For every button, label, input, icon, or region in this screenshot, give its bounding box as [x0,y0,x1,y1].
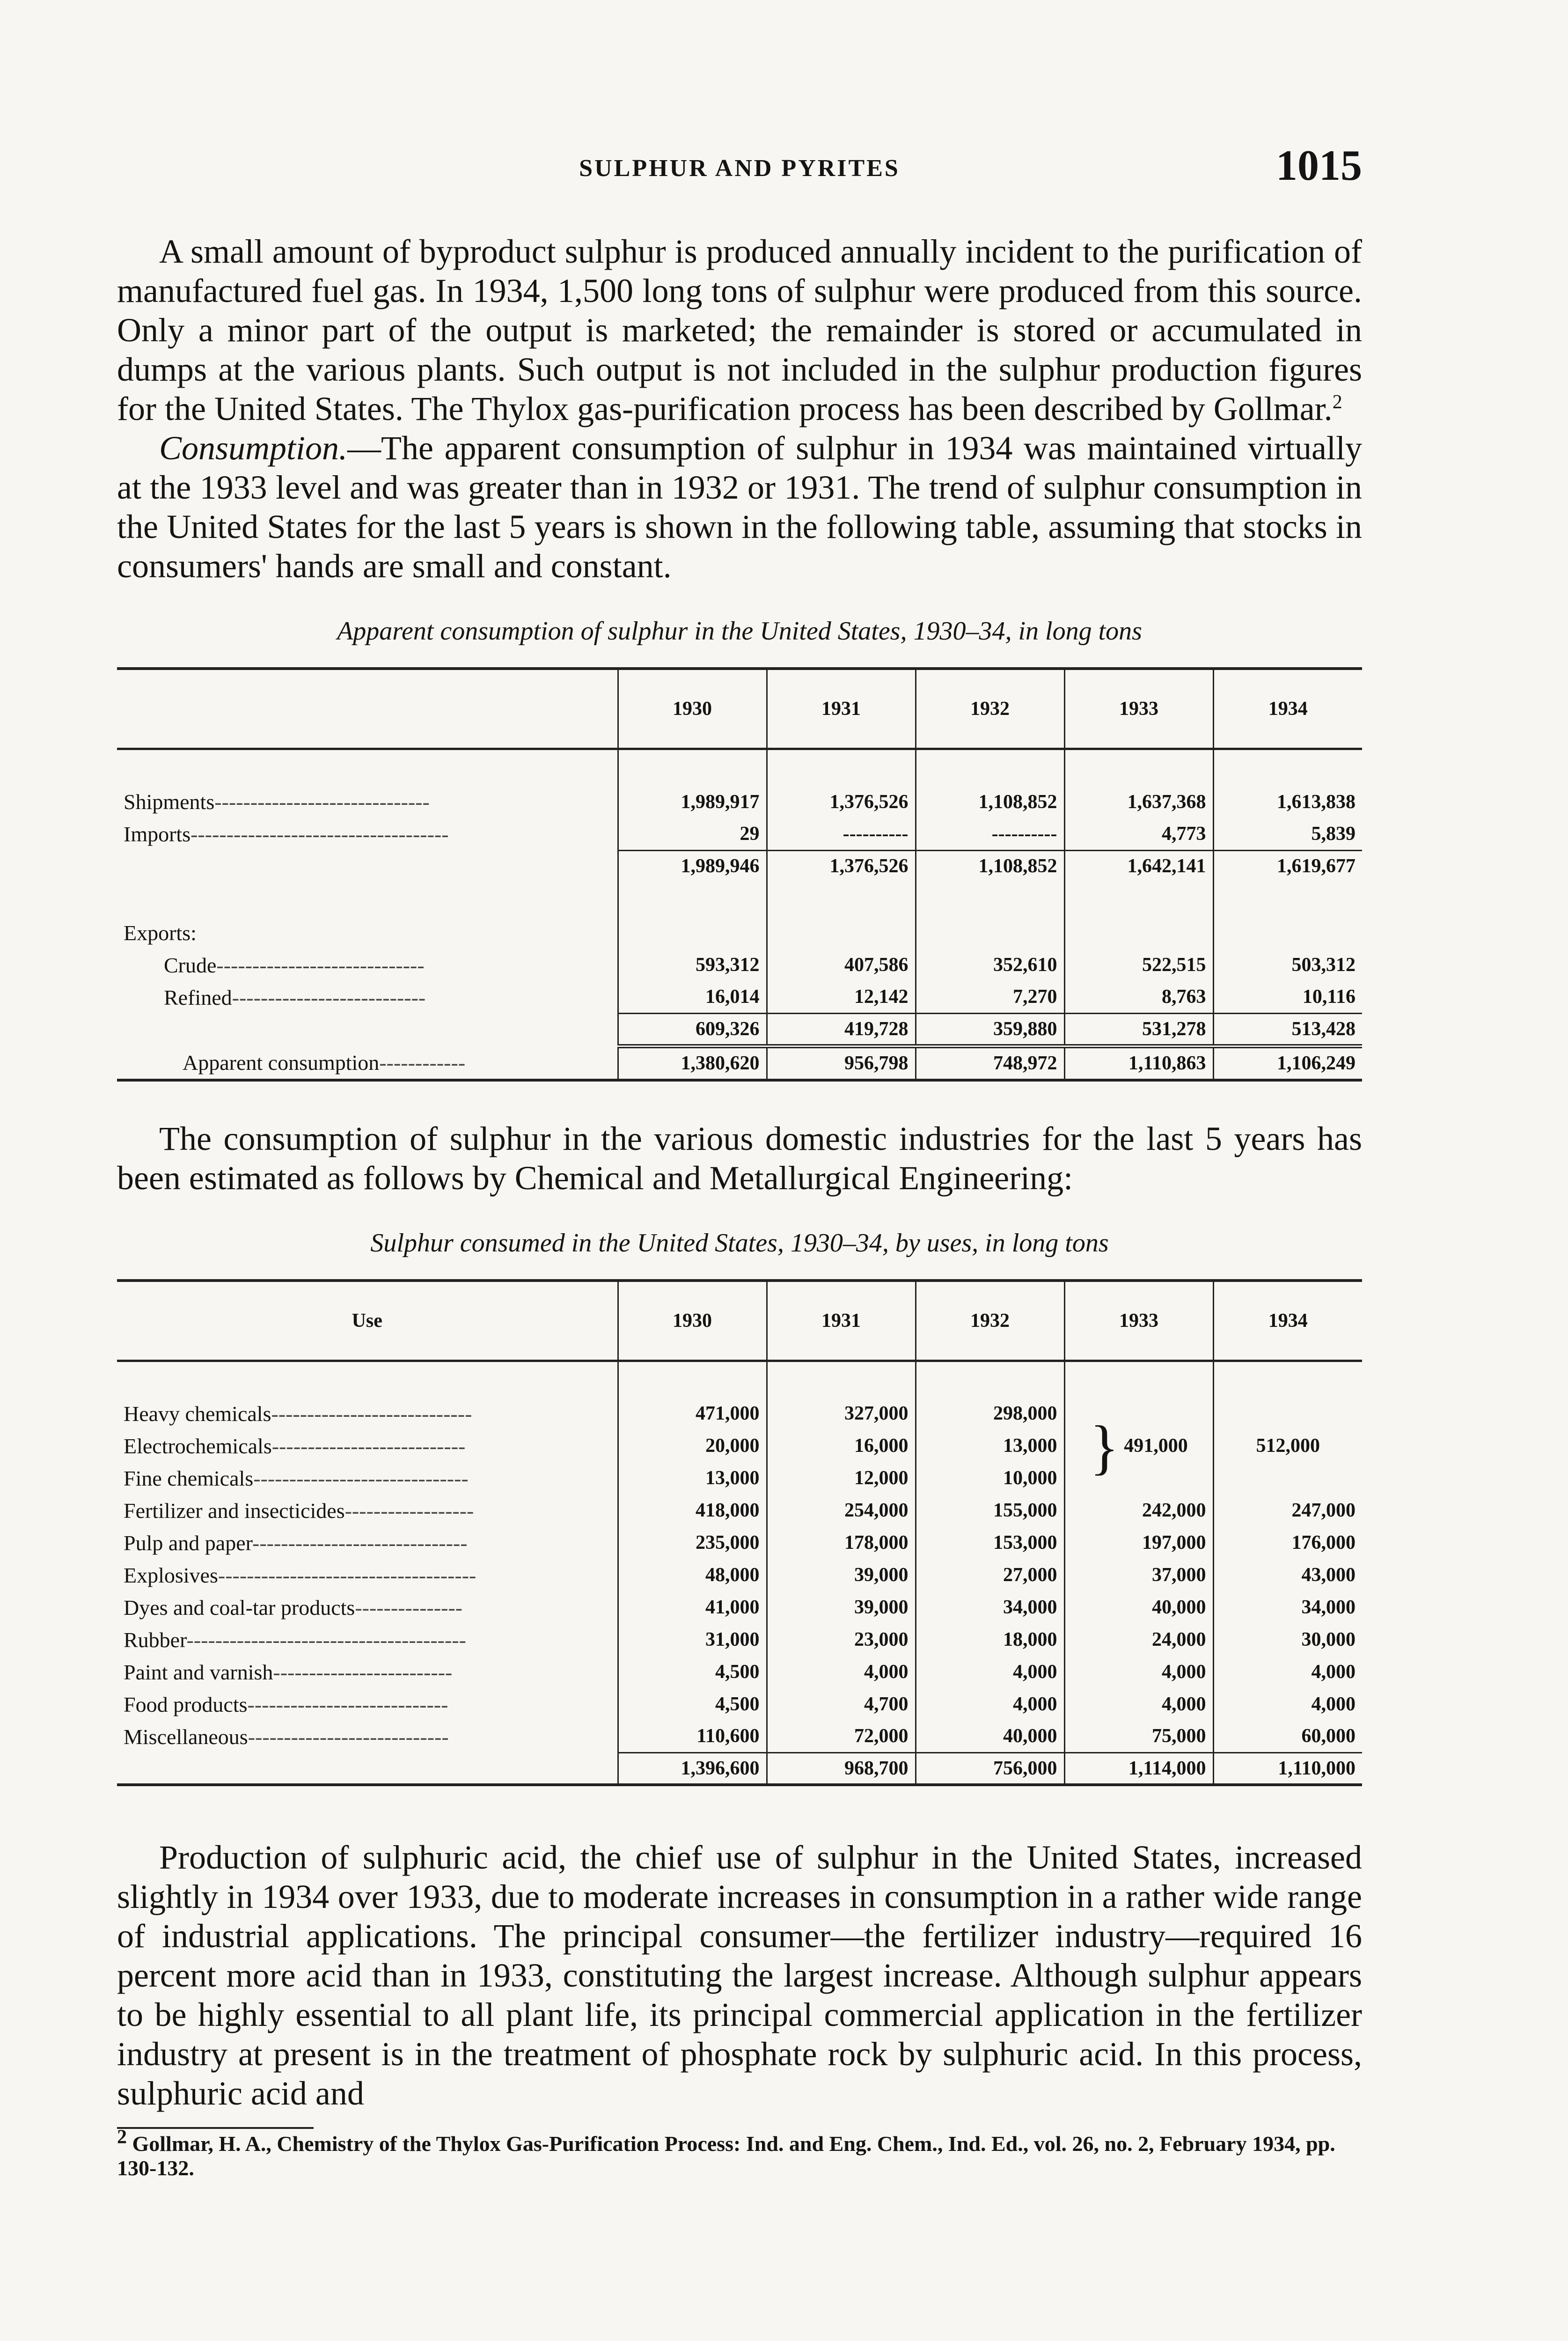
cell: 1,642,141 [1064,850,1213,881]
cell: 4,000 [1213,1656,1362,1688]
row-label: Paint and varnish [124,1660,273,1684]
cell: 1,376,526 [767,850,916,881]
cell: 1,989,917 [618,786,767,818]
cell: 4,000 [1213,1688,1362,1721]
cell: 1,110,863 [1064,1046,1213,1080]
row-label: Refined [164,985,232,1009]
cell: 4,773 [1064,818,1213,850]
cell: 20,000 [618,1430,767,1462]
row-label: Apparent consumption [183,1050,380,1075]
page [117,140,1362,2180]
table-row: Rubber--------------------------------------- 31,000 23,000 18,000 24,000 30,000 [117,1624,1362,1656]
cell: 1,396,600 [618,1753,767,1785]
table-header-row [117,1281,1362,1361]
row-label: Heavy chemicals [124,1401,271,1426]
cell: 27,000 [916,1559,1064,1591]
cell: 23,000 [767,1624,916,1656]
cell: 37,000 [1064,1559,1213,1591]
cell: 34,000 [1213,1591,1362,1624]
cell: 4,000 [916,1688,1064,1721]
year-header: 1931 [767,1281,916,1361]
year-header: 1932 [916,1281,1064,1361]
cell: 4,000 [767,1656,916,1688]
cell: 531,278 [1064,1014,1213,1046]
cell: 407,586 [767,949,916,981]
cell: 522,515 [1064,949,1213,981]
cell: 12,000 [767,1462,916,1494]
cell: 178,000 [767,1527,916,1559]
cell: 8,763 [1064,981,1213,1014]
cell: 298,000 [916,1398,1064,1430]
cell: 72,000 [767,1721,916,1753]
cell: 24,000 [1064,1624,1213,1656]
section-lead: Consumption. [159,429,348,467]
cell: 153,000 [916,1527,1064,1559]
cell: 242,000 [1064,1494,1213,1527]
stub-header [117,669,618,749]
table-row: Explosives------------------------------------ 48,000 39,000 27,000 37,000 43,000 [117,1559,1362,1591]
table-row: Electrochemicals--------------------------- 20,000 16,000 13,000 [117,1430,1362,1462]
running-title: SULPHUR AND PYRITES [579,155,900,182]
table-row: Miscellaneous---------------------------- 110,600 72,000 40,000 75,000 60,000 [117,1721,1362,1753]
cell: 247,000 [1213,1494,1362,1527]
cell: 513,428 [1213,1014,1362,1046]
row-label: Fertilizer and insecticides [124,1498,345,1523]
cell: 39,000 [767,1559,916,1591]
row-label: Explosives [124,1563,218,1587]
brace-icon: } [1090,1413,1119,1481]
cell: 75,000 [1064,1721,1213,1753]
cell: 235,000 [618,1527,767,1559]
page-number: 1015 [1276,141,1362,189]
cell: 5,839 [1213,818,1362,850]
table-row: Dyes and coal-tar products--------------- 41,000 39,000 34,000 40,000 34,000 [117,1591,1362,1624]
cell: 254,000 [767,1494,916,1527]
table-header-row [117,669,1362,749]
year-header: 1933 [1064,1281,1213,1361]
cell: 1,108,852 [916,850,1064,881]
row-label: Exports: [124,920,197,945]
cell: 1,106,249 [1213,1046,1362,1080]
cell-combined: 512,000 [1213,1398,1362,1494]
table-row-subtotal [117,1014,1362,1046]
cell: 748,972 [916,1046,1064,1080]
consumption-by-uses-table [117,1279,1362,1787]
paragraph-text: —The apparent consumption of sulphur in 1934 was maintained virtually at the 1933 level and was greater than in 1932 or 1931. The trend of sulphur consumption in the United States for the last 5 years is shown in the following table, assuming that stocks in consumers' hands are small and constant. [117,429,1362,585]
table-row: Pulp and paper------------------------------ 235,000 178,000 153,000 197,000 176,000 [117,1527,1362,1559]
table-row: Refined--------------------------- 16,014 12,142 7,270 8,763 10,116 [117,981,1362,1014]
cell: 29 [618,818,767,850]
cell: 359,880 [916,1014,1064,1046]
cell: 48,000 [618,1559,767,1591]
cell: 491,000 [1124,1435,1188,1457]
cell: 10,116 [1213,981,1362,1014]
cell: 197,000 [1064,1527,1213,1559]
paragraph-text: Production of sulphuric acid, the chief use of sulphur in the United States, increased slightly in 1934 over 1933, due to moderate increases in consumption in a rather wide range of industrial applications. The principal consumer—the fertilizer industry—required 16 percent more acid than in 1933, constituting the largest increase. Although sulphur appears to be highly essential to all plant life, its principal commercial application in the fertilizer industry at present is in the treatment of phosphate rock by sulphuric acid. In this process, sulphuric acid and [117,1839,1362,2112]
cell-empty: ---------- [916,818,1064,850]
table-row: Shipments------------------------------ 1,989,917 1,376,526 1,108,852 1,637,368 1,613,838 [117,786,1362,818]
cell: 327,000 [767,1398,916,1430]
table-row: Heavy chemicals---------------------------- 471,000 327,000 298,000 } 491,000 512,000 [117,1398,1362,1430]
year-header: 1933 [1064,669,1213,749]
cell: 31,000 [618,1624,767,1656]
table-row: Food products---------------------------- 4,500 4,700 4,000 4,000 4,000 [117,1688,1362,1721]
paragraph-industry-consumption [117,1119,1362,1198]
cell: 39,000 [767,1591,916,1624]
cell: 352,610 [916,949,1064,981]
cell: 4,700 [767,1688,916,1721]
row-label: Fine chemicals [124,1466,254,1490]
cell: 419,728 [767,1014,916,1046]
year-header: 1934 [1213,1281,1362,1361]
cell: 40,000 [1064,1591,1213,1624]
cell: 4,500 [618,1688,767,1721]
cell: 60,000 [1213,1721,1362,1753]
year-header: 1931 [767,669,916,749]
table-row: Crude----------------------------- 593,312 407,586 352,610 522,515 503,312 [117,949,1362,981]
cell: 34,000 [916,1591,1064,1624]
footnote [117,2126,1362,2180]
cell: 968,700 [767,1753,916,1785]
cell: 1,619,677 [1213,850,1362,881]
cell: 1,613,838 [1213,786,1362,818]
cell: 41,000 [618,1591,767,1624]
footnote-divider [117,2127,314,2129]
cell: 471,000 [618,1398,767,1430]
year-header: 1930 [618,669,767,749]
cell: 1,989,946 [618,850,767,881]
table1-caption: Apparent consumption of sulphur in the United States, 1930–34, in long tons [337,617,1142,646]
cell: 13,000 [618,1462,767,1494]
cell: 7,270 [916,981,1064,1014]
row-label: Rubber [124,1627,187,1652]
row-label: Food products [124,1692,248,1716]
cell-empty: ---------- [767,818,916,850]
footnote-marker: 2 [117,2126,127,2148]
cell: 1,637,368 [1064,786,1213,818]
paragraph-text: The consumption of sulphur in the various domestic industries for the last 5 years has been estimated as follows by Chemical and Metallurgical Engineering: [117,1119,1362,1197]
year-header: 1932 [916,669,1064,749]
cell: 1,114,000 [1064,1753,1213,1785]
row-label: Pulp and paper [124,1531,253,1555]
table-row: Paint and varnish------------------------- 4,500 4,000 4,000 4,000 4,000 [117,1656,1362,1688]
table-row-subtotal [117,850,1362,881]
year-header: 1930 [618,1281,767,1361]
cell: 956,798 [767,1046,916,1080]
footnote-text: Gollmar, H. A., Chemistry of the Thylox Gas-Purification Process: Ind. and Eng. Chem., Ind. Ed., vol. 26, no. 2, February 1934, pp. 130-132. [117,2132,1335,2180]
cell: 609,326 [618,1014,767,1046]
cell: 18,000 [916,1624,1064,1656]
cell: 4,000 [916,1656,1064,1688]
row-label: Crude [164,953,217,977]
paragraph-consumption [117,428,1362,586]
table-row: Fine chemicals------------------------------ 13,000 12,000 10,000 [117,1462,1362,1494]
cell: 176,000 [1213,1527,1362,1559]
row-label: Imports [124,822,191,846]
cell: 16,014 [618,981,767,1014]
running-head [117,140,1362,187]
cell: 30,000 [1213,1624,1362,1656]
cell: 4,500 [618,1656,767,1688]
cell: 40,000 [916,1721,1064,1753]
cell: 418,000 [618,1494,767,1527]
cell: 4,000 [1064,1656,1213,1688]
cell: 13,000 [916,1430,1064,1462]
paragraph-text: A small amount of byproduct sulphur is produced annually incident to the purification of manufactured fuel gas. In 1934, 1,500 long tons of sulphur were produced from this source. Only a minor part of the output is marketed; the remainder is stored or accumulated in dumps at the various plants. Such output is not included in the sulphur production figures for the United States. The Thylox gas-purification process has been described by Gollmar. [117,233,1362,427]
cell: 1,110,000 [1213,1753,1362,1785]
footnote-ref: 2 [1332,391,1342,413]
cell: 110,600 [618,1721,767,1753]
cell: 16,000 [767,1430,916,1462]
table2-caption: Sulphur consumed in the United States, 1930–34, by uses, in long tons [370,1228,1109,1258]
cell: 4,000 [1064,1688,1213,1721]
table-row: Imports------------------------------------ 29 ---------- ---------- 4,773 5,839 [117,818,1362,850]
table-row-total [117,1753,1362,1785]
year-header: 1934 [1213,669,1362,749]
row-label: Dyes and coal-tar products [124,1595,355,1620]
table-row-total: Apparent consumption------------ 1,380,620 956,798 748,972 1,110,863 1,106,249 [117,1046,1362,1080]
cell: 503,312 [1213,949,1362,981]
row-label: Shipments [124,790,215,814]
table-row [117,917,1362,949]
cell-combined [1064,1398,1213,1494]
cell: 593,312 [618,949,767,981]
table-row: Fertilizer and insecticides------------------ 418,000 254,000 155,000 242,000 247,000 [117,1494,1362,1527]
cell: 1,376,526 [767,786,916,818]
cell: 756,000 [916,1753,1064,1785]
paragraph-sulphuric-acid [117,1838,1362,2113]
cell: 1,380,620 [618,1046,767,1080]
cell: 10,000 [916,1462,1064,1494]
cell: 12,142 [767,981,916,1014]
paragraph-byproduct-sulphur [117,232,1362,428]
apparent-consumption-table [117,667,1362,1082]
row-label: Electrochemicals [124,1434,272,1458]
cell: 43,000 [1213,1559,1362,1591]
row-label: Miscellaneous [124,1724,248,1749]
cell: 155,000 [916,1494,1064,1527]
use-header: Use [117,1281,618,1361]
cell: 1,108,852 [916,786,1064,818]
